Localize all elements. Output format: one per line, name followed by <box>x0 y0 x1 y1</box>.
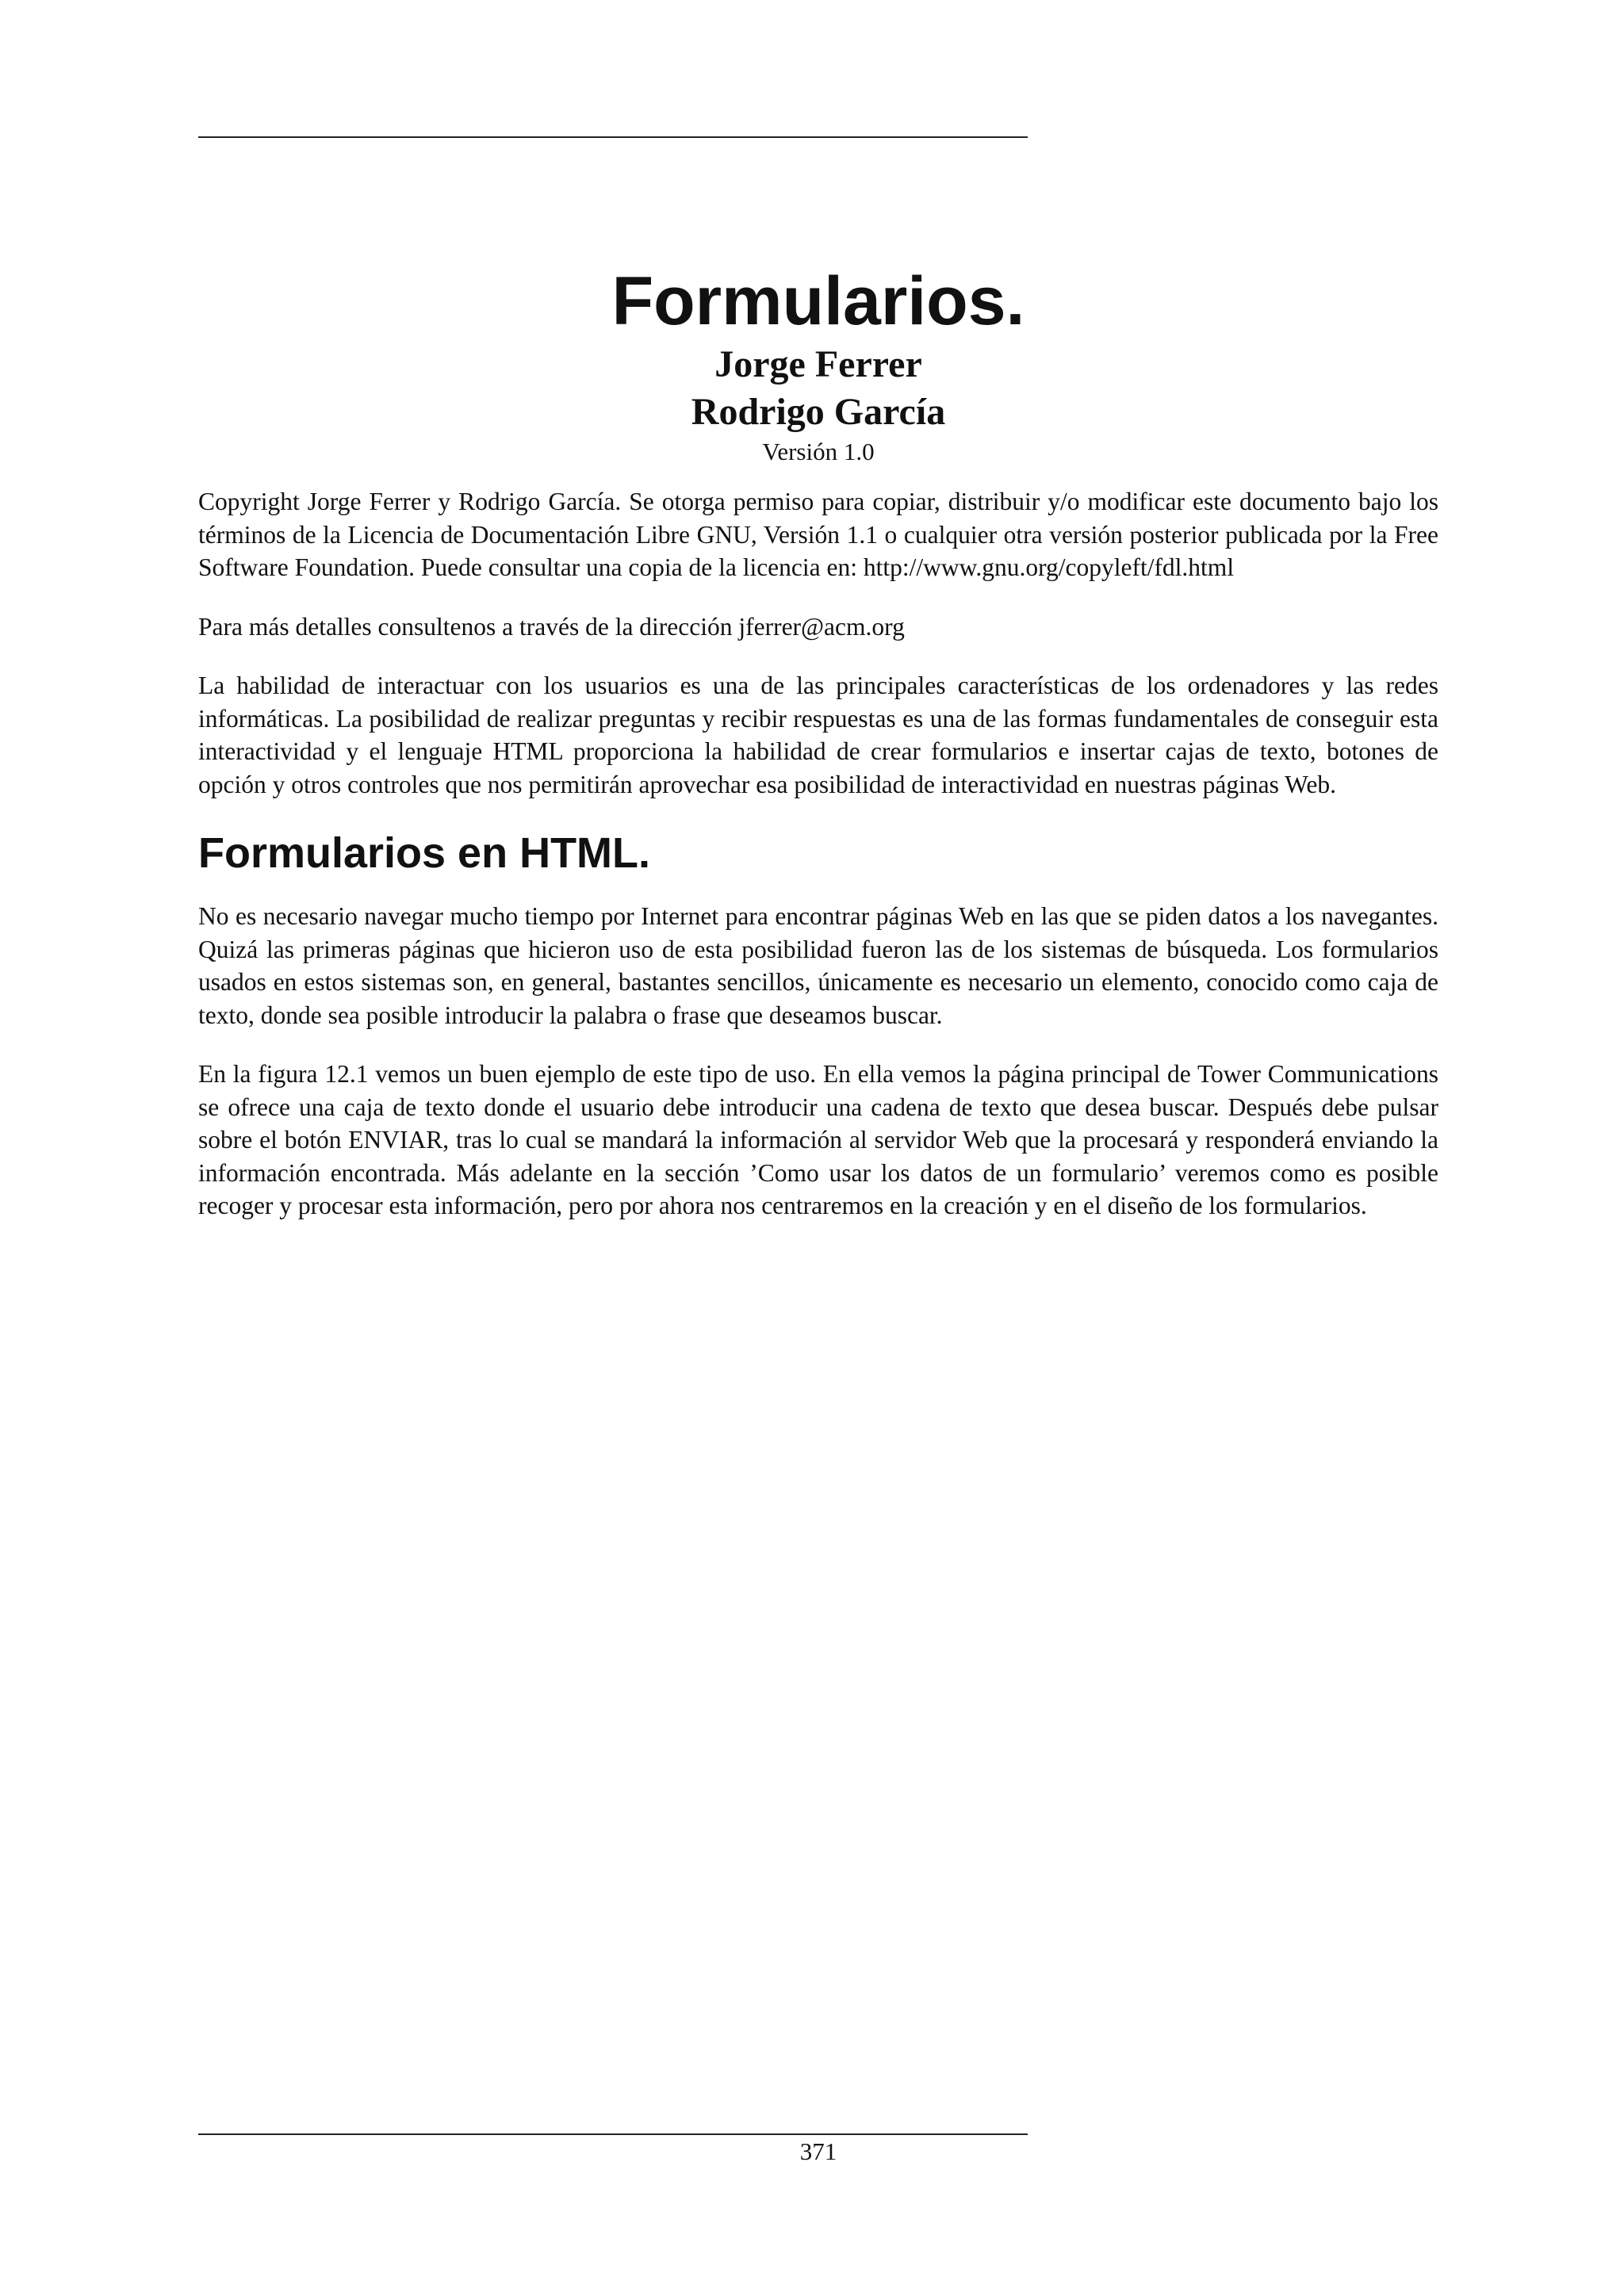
page-number: 371 <box>799 2137 837 2165</box>
body-paragraph: No es necesario navegar mucho tiempo por Internet para encontrar páginas Web en las que se piden datos a los navegantes. Quizá las primeras páginas que hicieron uso de esta posibilidad fueron las de los sistemas de búsqueda. Los formularios usados en estos sistemas son, en general, bastantes sencillos, únicamente es necesario un elemento, conocido como caja de texto, donde sea posible introducir la palabra o frase que deseamos buscar. <box>198 902 1438 1029</box>
contact-paragraph: Para más detalles consultenos a través de la dirección jferrer@acm.org <box>198 612 905 641</box>
document-body <box>198 485 1438 1249</box>
author-name: Rodrigo García <box>691 391 946 433</box>
footer-rule <box>198 2133 1028 2135</box>
body-paragraph: En la figura 12.1 vemos un buen ejemplo de este tipo de uso. En ella vemos la página principal de Tower Communications se ofrece una caja de texto donde el usuario debe introducir una cadena de texto que desea buscar. Después debe pulsar sobre el botón ENVIAR, tras lo cual se mandará la información al servidor Web que la procesará y responderá enviando la información encontrada. Más adelante en la sección ’Como usar los datos de un formulario’ veremos como es posible recoger y procesar esta información, pero por ahora nos centraremos en la creación y en el diseño de los formularios. <box>198 1060 1438 1219</box>
section-heading: Formularios en HTML. <box>198 829 651 877</box>
version-label: Versión 1.0 <box>762 438 875 465</box>
intro-paragraph: La habilidad de interactuar con los usuarios es una de las principales características de los ordenadores y las redes informáticas. La posibilidad de realizar preguntas y recibir respuestas es una de las formas fundamentales de conseguir esta interactividad y el lenguaje HTML proporciona la habilidad de crear formularios e insertar cajas de texto, botones de opción y otros controles que nos permitirán aprovechar esa posibilidad de interactividad en nuestras páginas Web. <box>198 672 1438 798</box>
author-name: Jorge Ferrer <box>714 343 922 385</box>
copyright-paragraph: Copyright Jorge Ferrer y Rodrigo García. Se otorga permiso para copiar, distribuir y/o modificar este documento bajo los términos de la Licencia de Documentación Libre GNU, Versión 1.1 o cualquier otra versión posterior publicada por la Free Software Foundation. Puede consultar una copia de la licencia en: http://www.gnu.org/copyleft/fdl.html <box>198 488 1438 581</box>
title-block <box>198 262 1438 468</box>
document-title: Formularios. <box>611 263 1025 339</box>
header-rule <box>198 136 1028 138</box>
